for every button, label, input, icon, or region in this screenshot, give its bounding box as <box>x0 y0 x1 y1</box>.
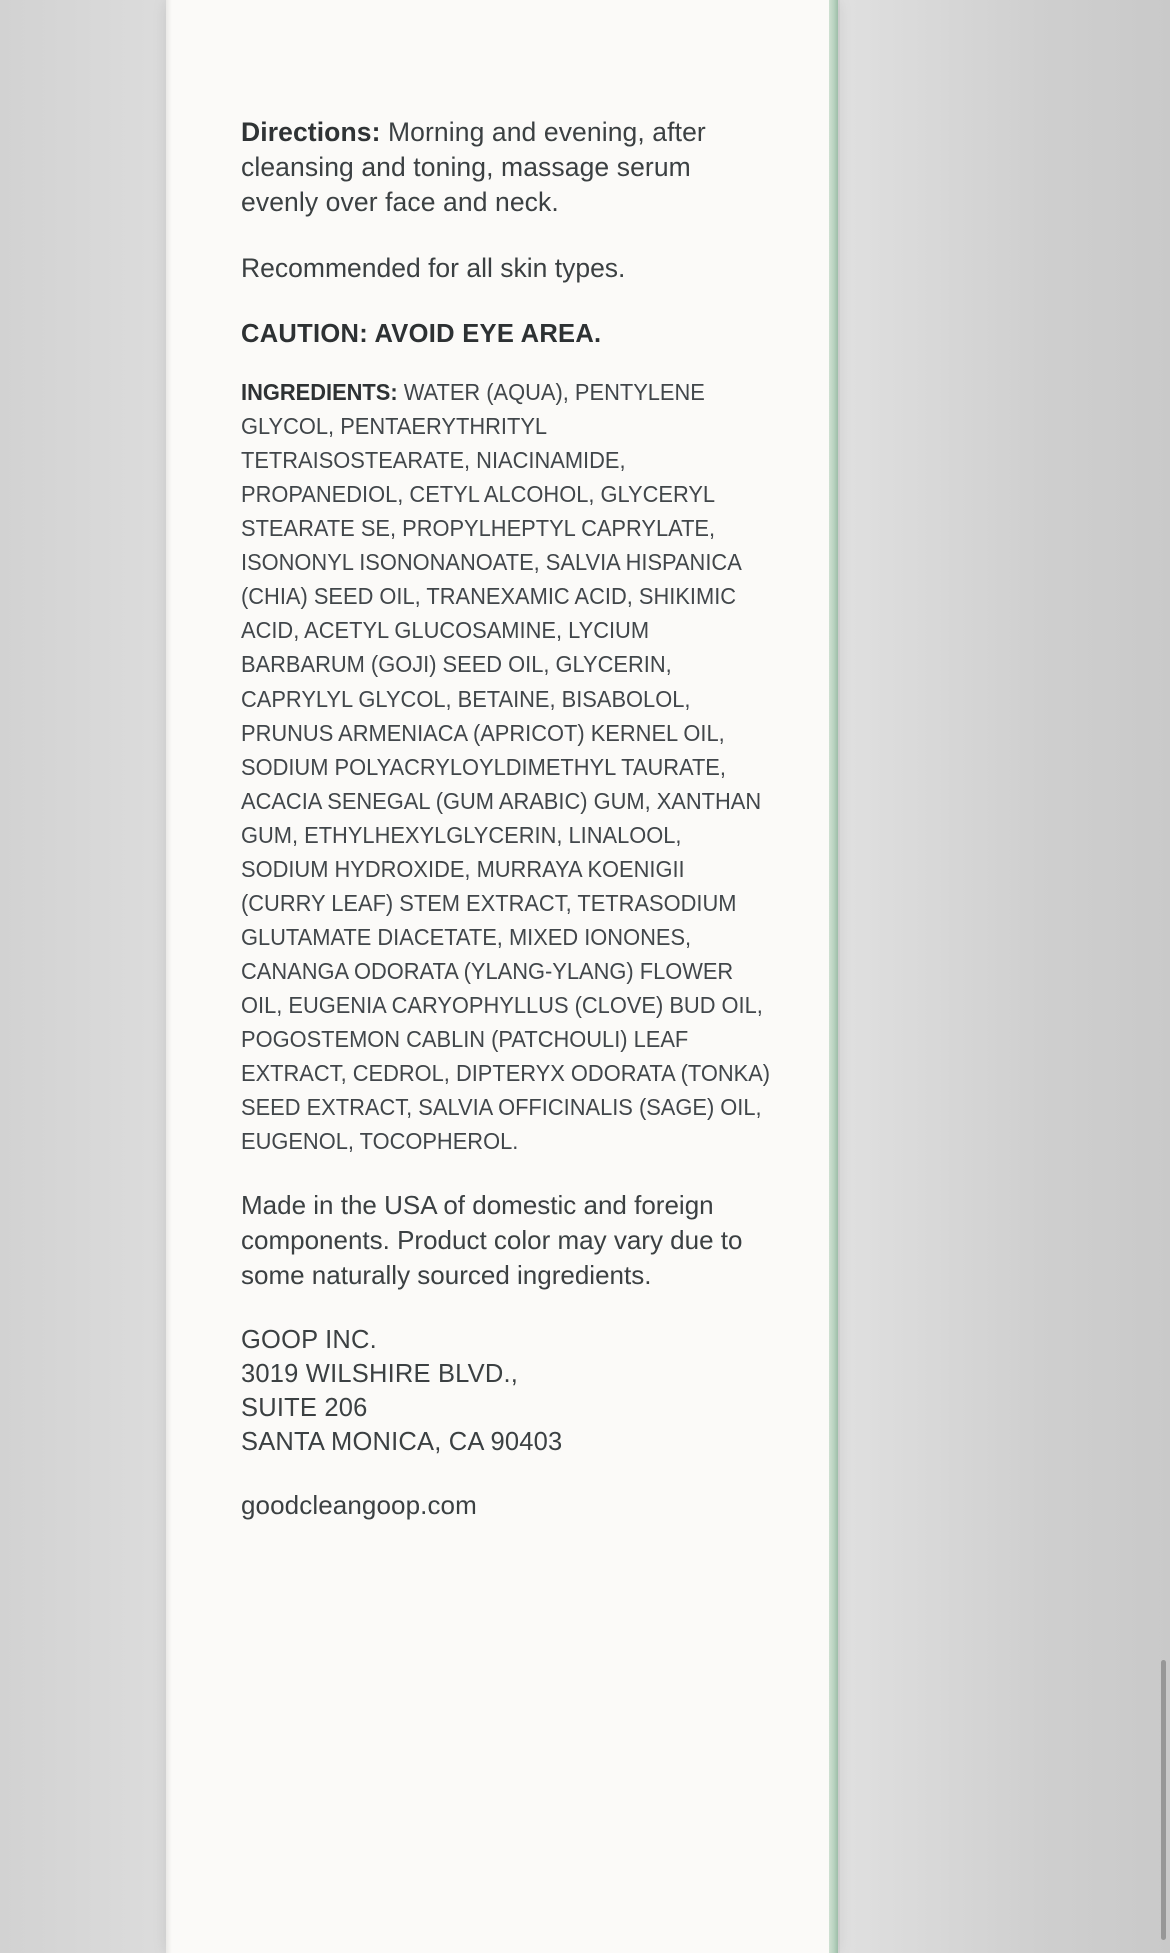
carton-left-edge-shadow <box>166 0 172 1953</box>
recommended-text: Recommended for all skin types. <box>241 252 626 283</box>
background-right-band <box>840 0 1170 1953</box>
directions-block <box>241 115 771 221</box>
ingredients-label: INGREDIENTS: <box>241 378 398 405</box>
caution-text: CAUTION: AVOID EYE AREA. <box>241 319 602 348</box>
made-in-text: Made in the USA of domestic and foreign components. Product color may vary due to some naturally sourced ingredients. <box>241 1190 743 1290</box>
company-name: GOOP INC. <box>241 1326 377 1355</box>
scrollbar-thumb[interactable] <box>1161 1660 1166 1940</box>
address-city-state-zip: SANTA MONICA, CA 90403 <box>241 1427 563 1456</box>
company-address <box>241 1324 771 1460</box>
address-street: 3019 WILSHIRE BLVD., <box>241 1360 519 1389</box>
directions-label: Directions: <box>241 117 381 147</box>
ingredients-block <box>241 375 771 1158</box>
directions-text: Morning and evening, after cleansing and toning, massage serum evenly over face and neck. <box>241 117 706 218</box>
ingredients-list: WATER (AQUA), PENTYLENE GLYCOL, PENTAERYTHRITYL TETRAISOSTEARATE, NIACINAMIDE, PROPANEDIOL, CETYL ALCOHOL, GLYCERYL STEARATE SE, PROPYLHEPTYL CAPRYLATE, ISONONYL ISONONANOATE, SALVIA HISPANICA (CHIA) SEED OIL, TRANEXAMIC ACID, SHIKIMIC ACID, ACETYL GLUCOSAMINE, LYCIUM BARBARUM (GOJI) SEED OIL, GLYCERIN, CAPRYLYL GLYCOL, BETAINE, BISABOLOL, PRUNUS ARMENIACA (APRICOT) KERNEL OIL, SODIUM POLYACRYLOYLDIMETHYL TAURATE, ACACIA SENEGAL (GUM ARABIC) GUM, XANTHAN GUM, ETHYLHEXYLGLYCERIN, LINALOOL, SODIUM HYDROXIDE, MURRAYA KOENIGII (CURRY LEAF) STEM EXTRACT, TETRASODIUM GLUTAMATE DIACETATE, MIXED IONONES, CANANGA ODORATA (YLANG-YLANG) FLOWER OIL, EUGENIA CARYOPHYLLUS (CLOVE) BUD OIL, POGOSTEMON CABLIN (PATCHOULI) LEAF EXTRACT, CEDROL, DIPTERYX ODORATA (TONKA) SEED EXTRACT, SALVIA OFFICINALIS (SAGE) OIL, EUGENOL, TOCOPHEROL. <box>241 378 771 1155</box>
website-url: goodcleangoop.com <box>241 1489 477 1520</box>
product-carton-panel <box>166 0 838 1953</box>
carton-right-fold-edge <box>829 0 838 1953</box>
address-suite: SUITE 206 <box>241 1393 368 1422</box>
background-left-band <box>0 0 166 1953</box>
carton-text-column <box>241 115 771 1521</box>
